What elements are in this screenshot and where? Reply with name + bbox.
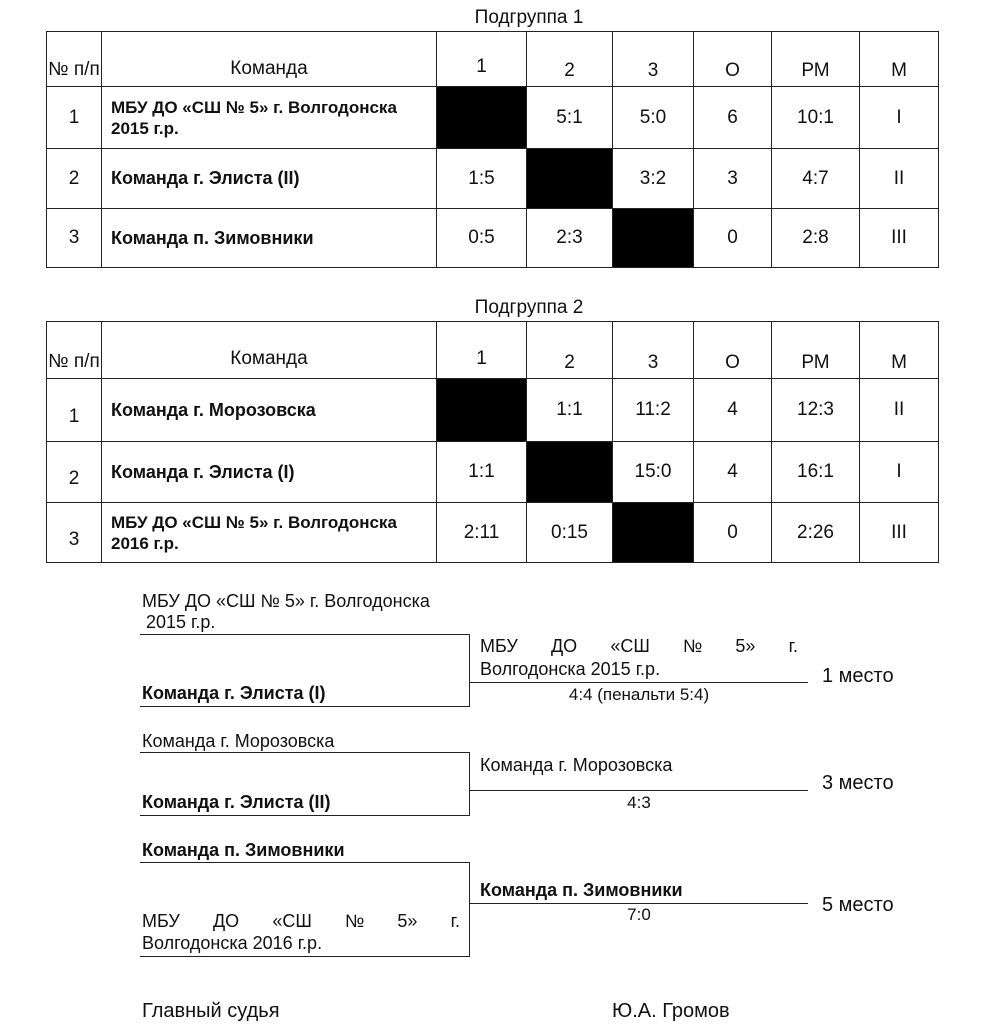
score-cell: 11:2	[613, 379, 694, 442]
bracket-line	[140, 706, 470, 707]
final3-score: 4:3	[627, 793, 651, 812]
final5-bottom-team-line2: Волгодонска 2016 г.р.	[142, 933, 323, 953]
place-cell: II	[860, 379, 939, 442]
points-cell: 3	[694, 149, 772, 209]
score-cell: 1:1	[527, 379, 613, 442]
header-place: М	[860, 32, 939, 87]
team-name: Команда г. Морозовска	[102, 379, 437, 442]
header-col2: 2	[527, 32, 613, 87]
header-num: № п/п	[47, 32, 102, 87]
score-cell: 1:5	[437, 149, 527, 209]
self-cell	[527, 149, 613, 209]
team-name: МБУ ДО «СШ № 5» г. Волгодонска 2016 г.р.	[102, 503, 437, 563]
group1-table	[46, 31, 939, 268]
place-cell: I	[860, 87, 939, 149]
header-col2: 2	[527, 322, 613, 379]
team-name: Команда г. Элиста (I)	[102, 442, 437, 503]
bracket-line	[470, 682, 808, 683]
team-name: Команда п. Зимовники	[102, 209, 437, 268]
bracket-line	[140, 634, 470, 635]
header-col3: 3	[613, 32, 694, 87]
group2-table	[46, 321, 939, 563]
table-row	[47, 209, 939, 268]
goals-cell: 2:8	[772, 209, 860, 268]
points-cell: 6	[694, 87, 772, 149]
place-cell: III	[860, 209, 939, 268]
self-cell	[613, 503, 694, 563]
final5-place: 5 место	[822, 894, 894, 916]
table-row	[47, 503, 939, 563]
header-points: О	[694, 32, 772, 87]
final3-winner: Команда г. Морозовска	[480, 755, 673, 775]
score-cell: 5:0	[613, 87, 694, 149]
row-num: 3	[47, 503, 102, 563]
table-row	[47, 379, 939, 442]
table-row	[47, 87, 939, 149]
group2-title: Подгруппа 2	[474, 297, 584, 318]
final5-winner: Команда п. Зимовники	[480, 880, 683, 900]
place-cell: II	[860, 149, 939, 209]
self-cell	[527, 442, 613, 503]
final1-top-team-line1: МБУ ДО «СШ № 5» г. Волгодонска	[142, 591, 430, 611]
self-cell	[437, 87, 527, 149]
row-num: 2	[47, 149, 102, 209]
row-num: 1	[47, 87, 102, 149]
header-points: О	[694, 322, 772, 379]
header-team: Команда	[102, 32, 437, 87]
score-cell: 1:1	[437, 442, 527, 503]
goals-cell: 12:3	[772, 379, 860, 442]
self-cell	[613, 209, 694, 268]
final3-bottom-team: Команда г. Элиста (II)	[142, 792, 331, 812]
final3-place: 3 место	[822, 772, 894, 794]
final3-top-team: Команда г. Морозовска	[142, 731, 335, 751]
header-goals: РМ	[772, 32, 860, 87]
header-col1: 1	[437, 322, 527, 379]
score-cell: 2:3	[527, 209, 613, 268]
final1-winner-line1: МБУ ДО «СШ № 5» г.	[480, 636, 798, 656]
header-col3: 3	[613, 322, 694, 379]
place-cell: I	[860, 442, 939, 503]
bracket-line	[470, 790, 808, 791]
final1-place: 1 место	[822, 665, 894, 687]
score-cell: 15:0	[613, 442, 694, 503]
header-num: № п/п	[47, 322, 102, 379]
score-cell: 0:15	[527, 503, 613, 563]
points-cell: 4	[694, 379, 772, 442]
final5-score: 7:0	[627, 905, 651, 924]
score-cell: 3:2	[613, 149, 694, 209]
final1-bottom-team: Команда г. Элиста (I)	[142, 683, 326, 703]
bracket-line	[470, 903, 808, 904]
header-team: Команда	[102, 322, 437, 379]
place-cell: III	[860, 503, 939, 563]
table-row	[47, 149, 939, 209]
header-col1: 1	[437, 32, 527, 87]
chief-judge-name: Ю.А. Громов	[612, 1000, 730, 1022]
score-cell: 5:1	[527, 87, 613, 149]
self-cell	[437, 379, 527, 442]
row-num: 3	[47, 209, 102, 268]
bracket-line	[140, 815, 470, 816]
points-cell: 0	[694, 209, 772, 268]
chief-judge-label: Главный судья	[142, 1000, 280, 1022]
score-cell: 0:5	[437, 209, 527, 268]
group1-title: Подгруппа 1	[474, 7, 584, 28]
row-num: 1	[47, 379, 102, 442]
header-place: М	[860, 322, 939, 379]
table-row	[47, 442, 939, 503]
goals-cell: 16:1	[772, 442, 860, 503]
final5-top-team: Команда п. Зимовники	[142, 840, 345, 860]
points-cell: 0	[694, 503, 772, 563]
team-name: МБУ ДО «СШ № 5» г. Волгодонска 2015 г.р.	[102, 87, 437, 149]
bracket-line	[140, 752, 470, 753]
goals-cell: 2:26	[772, 503, 860, 563]
bracket-line	[140, 862, 470, 863]
goals-cell: 10:1	[772, 87, 860, 149]
header-goals: РМ	[772, 322, 860, 379]
final1-score: 4:4 (пенальти 5:4)	[568, 685, 710, 704]
score-cell: 2:11	[437, 503, 527, 563]
team-name: Команда г. Элиста (II)	[102, 149, 437, 209]
row-num: 2	[47, 442, 102, 503]
final1-top-team-line2: 2015 г.р.	[146, 612, 216, 632]
bracket-line	[140, 956, 470, 957]
final1-winner-line2: Волгодонска 2015 г.р.	[480, 659, 661, 679]
points-cell: 4	[694, 442, 772, 503]
final5-bottom-team-line1: МБУ ДО «СШ № 5» г.	[142, 911, 460, 931]
goals-cell: 4:7	[772, 149, 860, 209]
